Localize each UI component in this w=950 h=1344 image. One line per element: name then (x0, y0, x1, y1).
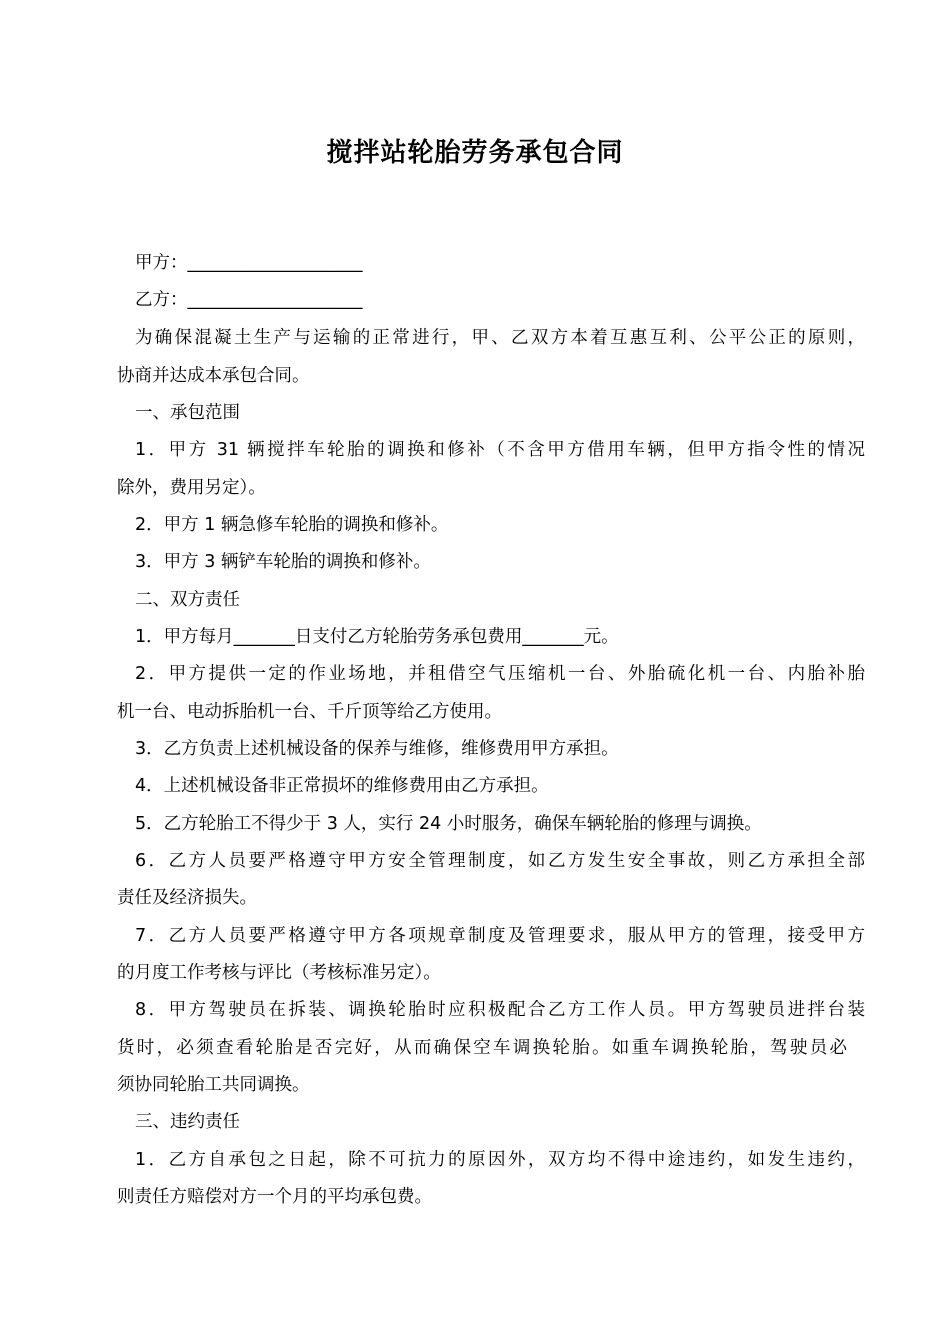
clause-line: 8．甲方驾驶员在拆装、调换轮胎时应积极配合乙方工作人员。甲方驾驶员进拌台装 (135, 1000, 865, 1020)
section-heading-scope: 一、承包范围 (135, 403, 240, 423)
party-a-line: 甲方：____________________ (135, 253, 363, 273)
preamble-line-1: 为确保混凝土生产与运输的正常进行，甲、乙双方本着互惠互利、公平公正的原则， (135, 328, 865, 348)
clause-line: 1．乙方自承包之日起，除不可抗力的原因外，双方均不得中途违约，如发生违约， (135, 1150, 865, 1170)
clause-line: 的月度工作考核与评比（考核标准另定）。 (117, 963, 441, 983)
clause-line: 1．甲方 31 辆搅拌车轮胎的调换和修补（不含甲方借用车辆，但甲方指令性的情况 (135, 440, 865, 460)
clause-line: 7．乙方人员要严格遵守甲方各项规章制度及管理要求，服从甲方的管理，接受甲方 (135, 926, 865, 946)
clause-line: 则责任方赔偿对方一个月的平均承包费。 (117, 1187, 432, 1207)
clause-line: 机一台、电动拆胎机一台、千斤顶等给乙方使用。 (117, 702, 502, 722)
clause-line: 4．上述机械设备非正常损坏的维修费用由乙方承担。 (135, 776, 549, 796)
clause-line: 3．甲方 3 辆铲车轮胎的调换和修补。 (135, 552, 431, 572)
clause-line: 2．甲方 1 辆急修车轮胎的调换和修补。 (135, 515, 449, 535)
clause-line: 5．乙方轮胎工不得少于 3 人，实行 24 小时服务，确保车辆轮胎的修理与调换。 (135, 814, 762, 834)
clause-line: 1．甲方每月_______日支付乙方轮胎劳务承包费用_______元。 (135, 627, 619, 647)
clause-line: 责任及经济损失。 (117, 888, 257, 908)
clause-line: 6．乙方人员要严格遵守甲方安全管理制度，如乙方发生安全事故，则乙方承担全部 (135, 851, 865, 871)
section-heading-duties: 二、双方责任 (135, 590, 240, 610)
clause-line: 须协同轮胎工共同调换。 (117, 1075, 310, 1095)
preamble-line-2: 协商并达成本承包合同。 (117, 366, 310, 386)
clause-line: 除外，费用另定）。 (117, 478, 266, 498)
document-title: 搅拌站轮胎劳务承包合同 (326, 138, 624, 168)
clause-line: 货时，必须查看轮胎是否完好，从而确保空车调换轮胎。如重车调换轮胎，驾驶员必 (117, 1038, 847, 1058)
party-b-line: 乙方：____________________ (135, 290, 363, 310)
section-heading-breach: 三、违约责任 (135, 1112, 240, 1132)
clause-line: 2．甲方提供一定的作业场地，并租借空气压缩机一台、外胎硫化机一台、内胎补胎 (135, 664, 865, 684)
clause-line: 3．乙方负责上述机械设备的保养与维修，维修费用甲方承担。 (135, 739, 619, 759)
